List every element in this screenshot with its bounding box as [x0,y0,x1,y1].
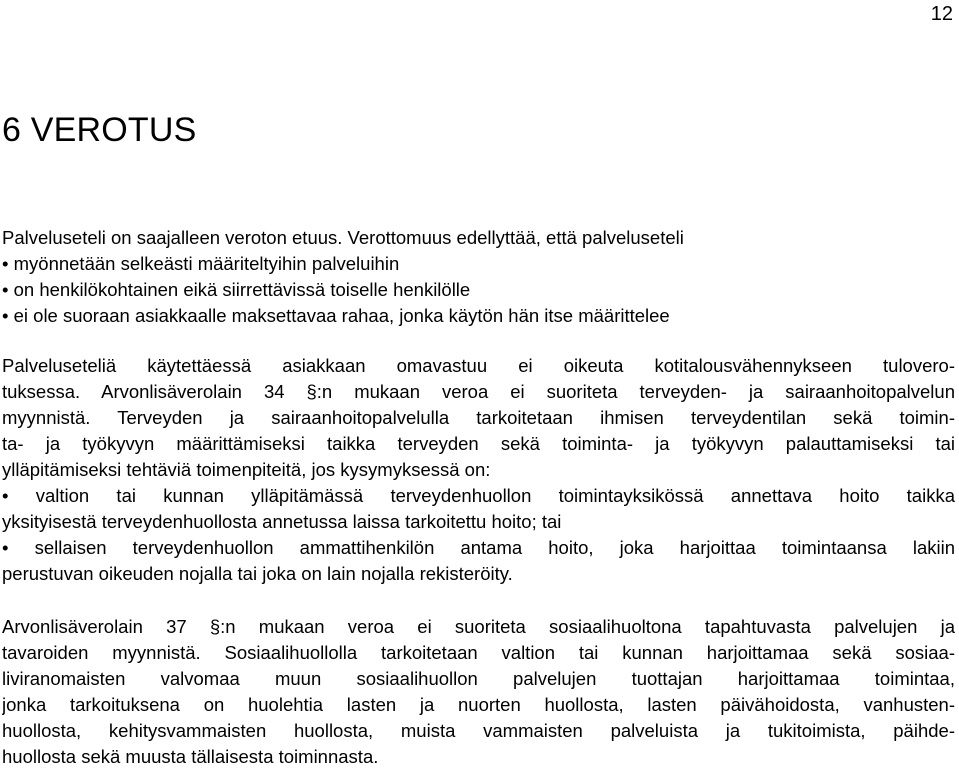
section-social-care-vat [2,614,955,770]
paragraph-line: liviranomaisten valvomaa muun sosiaalihuollon palvelujen tuottajan harjoittamaa toimintaa, [2,668,955,689]
condition-bullet: • ei ole suoraan asiakkaalle maksettavaa rahaa, jonka käytön hän itse määrittelee [2,305,670,326]
paragraph-line: ylläpitämiseksi tehtäviä toimenpiteitä, jos kysymyksessä on: [2,459,491,480]
paragraph-line: tavaroiden myynnistä. Sosiaalihuollolla tarkoitetaan valtion tai kunnan harjoittamaa sekä sosiaa- [2,642,955,663]
condition-bullet: • on henkilökohtainen eikä siirrettävissä toiselle henkilölle [2,279,471,300]
list-bullet: • valtion tai kunnan ylläpitämässä terveydenhuollon toimintayksikössä annettava hoito taikka [2,485,955,506]
paragraph-line: tuksessa. Arvonlisäverolain 34 §:n mukaan veroa ei suoriteta terveyden- ja sairaanhoitopalvelun [2,381,955,402]
paragraph-line: huollosta, kehitysvammaisten huollosta, muista vammaisten palveluista ja tukitoimista, päihde- [2,720,955,741]
page-number: 12 [930,3,953,25]
paragraph-line: yksityisestä terveydenhuollosta annetussa laissa tarkoitettu hoito; tai [2,511,562,532]
paragraph-line: Palveluseteliä käytettäessä asiakkaan omavastuu ei oikeuta kotitalousvähennykseen tulovero- [2,355,955,376]
chapter-heading: 6 VEROTUS [2,111,197,149]
section-health-care-vat [2,353,955,587]
list-bullet: • sellaisen terveydenhuollon ammattihenkilön antama hoito, joka harjoittaa toimintaansa lakiin [2,537,955,558]
paragraph-line: ta- ja työkyvyn määrittämiseksi taikka terveyden sekä toiminta- ja työkyvyn palauttamiseksi tai [2,433,955,454]
paragraph-line: myynnistä. Terveyden ja sairaanhoitopalvelulla tarkoitetaan ihmisen terveydentilan sekä toimin- [2,407,955,428]
section-tax-exemption [2,225,955,329]
paragraph-line: jonka tarkoituksena on huolehtia lasten ja nuorten huollosta, lasten päivähoidosta, vanhusten- [2,694,955,715]
paragraph-line: perustuvan oikeuden nojalla tai joka on lain nojalla rekisteröity. [2,563,513,584]
paragraph-line: Arvonlisäverolain 37 §:n mukaan veroa ei suoriteta sosiaalihuoltona tapahtuvasta palvelujen ja [2,616,955,637]
paragraph-line: huollosta sekä muusta tällaisesta toiminnasta. [2,746,379,767]
condition-bullet: • myönnetään selkeästi määriteltyihin palveluihin [2,253,400,274]
intro-paragraph: Palveluseteli on saajalleen veroton etuus. Verottomuus edellyttää, että palveluseteli [2,227,684,248]
